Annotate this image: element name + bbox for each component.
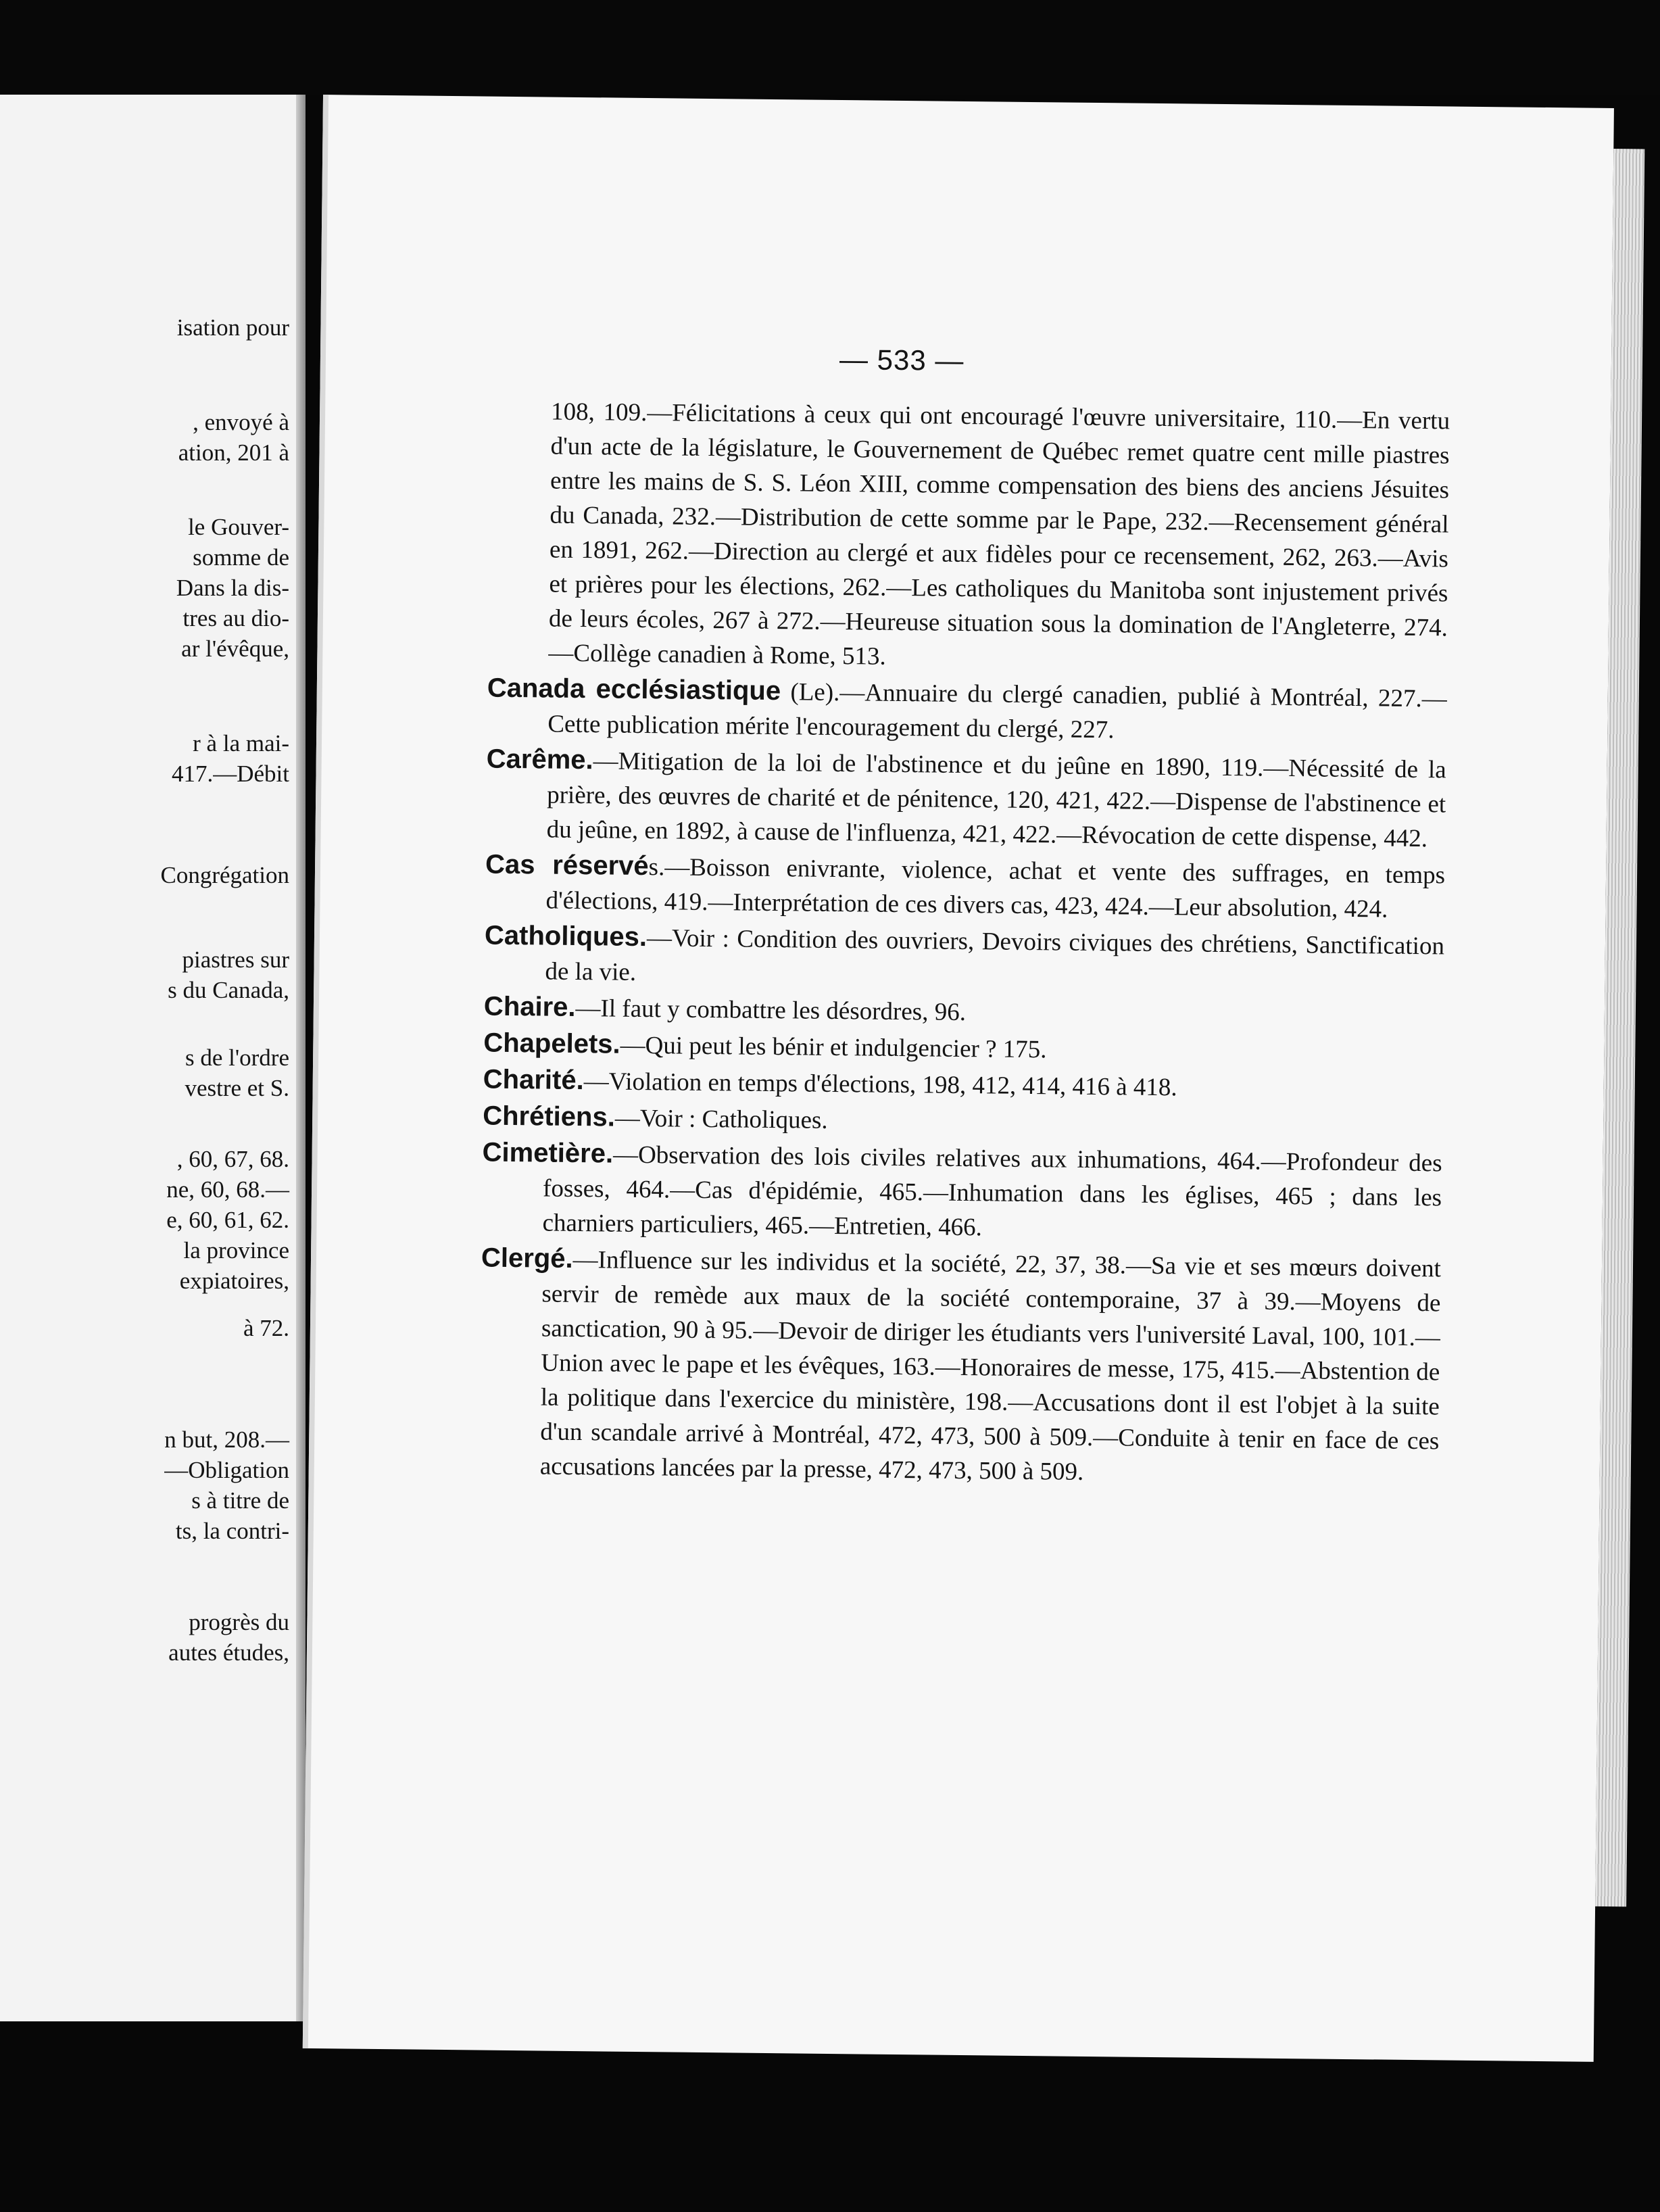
entry-text: —Influence sur les individus et la société, 22, 37, 38.—Sa vie et ses mœurs doivent servir de remède aux maux de la société contemporaine, 37 à 39.—Moyens de sanctication, 90 à 95.—Devoir de diriger les étudiants vers l'université Laval, 100, 101.—Union avec le pape et les évêques, 163.—Honoraires de messe, 175, 415.—Abstention de la politique dans l'exercice du ministère, 198.—Accusations dont il est l'objet à la suite d'un scandale arrivé à Montréal, 472, 473, 500 à 509.—Conduite à tenir en face de ces accusations lancées par la presse, 472, 473, 500 à 509. xyxy=(539,1245,1442,1486)
entry-text: —Observation des lois civiles relatives aux inhumations, 464.—Profondeur des fosses, 464.—Cas d'épidémie, 465.—Inhumation dans les églises, 465 ; dans les charniers particuliers, 465.—Entretien, 466. xyxy=(542,1140,1442,1242)
facing-page-line: s du Canada, xyxy=(168,977,289,1003)
entry-heading: Clergé. xyxy=(481,1243,573,1274)
facing-page-line: autes études, xyxy=(168,1639,289,1666)
entry-heading: Chaire. xyxy=(483,991,576,1022)
facing-page-line: vestre et S. xyxy=(185,1075,289,1101)
facing-page-line: piastres sur xyxy=(182,946,289,973)
facing-page-line: —Obligation xyxy=(164,1457,289,1483)
entry-text: s.—Boisson enivrante, violence, achat et vente des suffrages, en temps d'élections, 419.—Interprétation de ces divers cas, 423, 424.—Leur absolution, 424. xyxy=(545,853,1446,923)
index-entry xyxy=(487,671,1447,751)
entry-text: —Qui peut les bénir et indulgencier ? 175. xyxy=(620,1031,1047,1064)
entry-heading: Carême. xyxy=(486,744,593,775)
entry-text: (Le).—Annuaire du clergé canadien, publié à Montréal, 227.—Cette publication mérite l'encouragement du clergé, 227. xyxy=(547,678,1448,744)
index-entry xyxy=(484,919,1444,999)
facing-page-line: 417.—Débit xyxy=(171,761,289,787)
entry-heading: Cas réservé xyxy=(485,849,649,882)
facing-page-line: ne, 60, 68.— xyxy=(166,1176,289,1203)
facing-page-line: s à titre de xyxy=(191,1487,289,1514)
entry-heading: Canada ecclésiastique xyxy=(487,673,781,706)
facing-page-line: ation, 201 à xyxy=(178,439,289,466)
index-entry xyxy=(481,1136,1442,1250)
facing-page-line: Congrégation xyxy=(160,862,289,888)
index-page xyxy=(303,95,1614,2062)
entry-text: 108, 109.—Félicitations à ceux qui ont encouragé l'œuvre universitaire, 110.—En vertu d'un acte de la législature, le Gouvernement de Québec remet quatre cent mille piastres entre les mains de S. S. Léon XIII, comme compensation des biens des anciens Jésuites du Canada, 232.—Distribution de cette somme par le Pape, 232.—Recensement général en 1891, 262.—Direction au clergé et aux fidèles pour ce recensement, 262, 263.—Avis et prières pour les élections, 262.—Les catholiques du Manitoba sont injustement privés de leurs écoles, 267 à 272.—Heureuse situation sous la domination de l'Angleterre, 274.—Collège canadien à Rome, 513. xyxy=(548,398,1450,671)
entry-text: —Il faut y combattre les désordres, 96. xyxy=(575,994,967,1027)
facing-page-line: Dans la dis- xyxy=(176,575,289,601)
entry-text: —Voir : Catholiques. xyxy=(614,1104,828,1134)
entry-text: —Mitigation de la loi de l'abstinence et du jeûne en 1890, 119.—Nécessité de la prière, des œuvres de charité et de pénitence, 120, 421, 422.—Dispense de l'abstinence et du jeûne, en 1892, à cause de l'influenza, 421, 422.—Révocation de cette dispense, 442. xyxy=(546,747,1446,853)
entry-heading: Chapelets. xyxy=(483,1028,620,1059)
book-gutter xyxy=(296,95,306,2021)
facing-page-line: e, 60, 61, 62. xyxy=(166,1207,289,1233)
facing-page-line: progrès du xyxy=(189,1609,289,1635)
entry-text: —Violation en temps d'élections, 198, 412, 414, 416 à 418. xyxy=(583,1067,1177,1102)
entry-heading: Charité. xyxy=(483,1064,584,1096)
facing-page-line: r à la mai- xyxy=(193,730,289,756)
facing-page-line: , 60, 67, 68. xyxy=(176,1146,289,1172)
facing-page-line: isation pour xyxy=(176,314,289,341)
page-edges xyxy=(1595,149,1644,1906)
facing-page-line: expiatoires, xyxy=(179,1268,289,1294)
facing-page-line: à 72. xyxy=(243,1315,289,1341)
index-entry xyxy=(485,742,1446,857)
index-entry xyxy=(487,394,1450,680)
facing-page-line: n but, 208.— xyxy=(164,1426,289,1453)
facing-page-line: ts, la contri- xyxy=(175,1518,289,1544)
facing-page-line: s de l'ordre xyxy=(185,1044,289,1071)
page-number: — 533 — xyxy=(839,343,965,377)
facing-page-line: le Gouver- xyxy=(188,514,289,540)
facing-page-line: tres au dio- xyxy=(182,605,289,631)
entry-heading: Catholiques. xyxy=(484,920,648,953)
index-entries xyxy=(479,394,1450,1493)
facing-page-line: ar l'évêque, xyxy=(181,635,289,662)
entry-text: —Voir : Condition des ouvriers, Devoirs civiques des chrétiens, Sanctification de la vie. xyxy=(545,924,1445,986)
facing-page-line: somme de xyxy=(193,544,289,571)
facing-page-line: , envoyé à xyxy=(193,409,289,435)
entry-heading: Chrétiens. xyxy=(483,1101,616,1132)
index-entry xyxy=(479,1241,1442,1493)
index-entry xyxy=(485,848,1445,928)
facing-page-line: la province xyxy=(183,1237,289,1264)
facing-page xyxy=(0,95,306,2021)
entry-heading: Cimetière. xyxy=(482,1137,614,1169)
scan-border xyxy=(0,0,1660,95)
